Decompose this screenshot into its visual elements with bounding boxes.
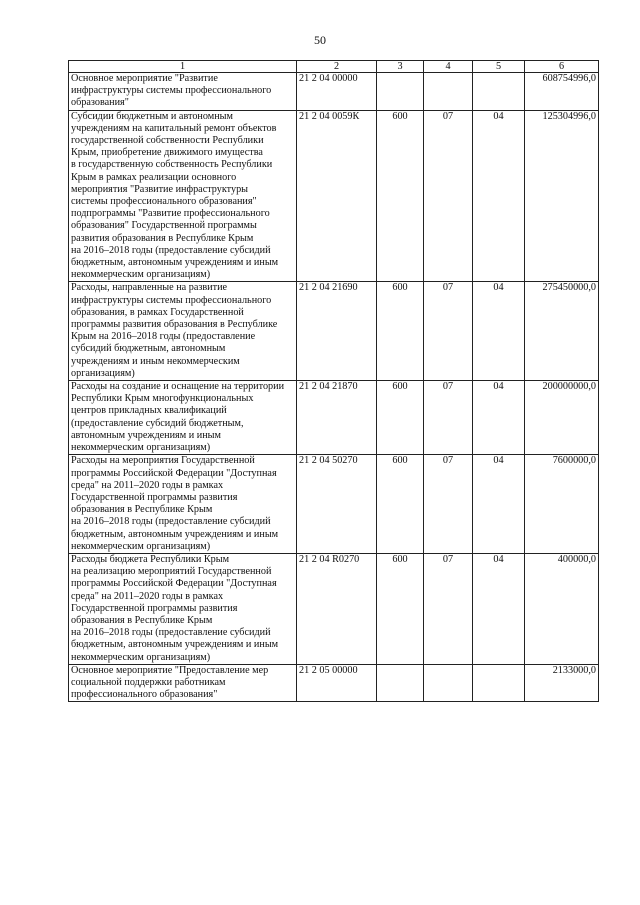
- row-col5-cell: 04: [473, 381, 525, 455]
- row-name-line: организациям): [71, 367, 135, 379]
- row-name-line: программы Российской Федерации "Доступная: [71, 467, 277, 479]
- row-name-line: Расходы бюджета Республики Крым: [71, 553, 230, 565]
- column-header-1: 1: [69, 61, 297, 73]
- table-body: [69, 73, 599, 702]
- row-name-line: Государственной программы развития: [71, 602, 238, 614]
- row-name-line: на 2016–2018 годы (предоставление субсидий: [71, 244, 271, 256]
- row-name-line: бюджетным, автономным учреждениям и иным: [71, 528, 279, 540]
- column-header-5: 5: [473, 61, 525, 73]
- row-name-line: развития образования в Республике Крым: [71, 232, 254, 244]
- row-name-line: образования в Республике Крым: [71, 614, 213, 626]
- row-name-line: системы профессионального образования": [71, 196, 257, 208]
- row-col3-cell: 600: [377, 381, 424, 455]
- column-header-6: 6: [525, 61, 599, 73]
- row-name-line: бюджетным, автономным учреждениям и иным: [71, 639, 279, 651]
- row-code-cell: 21 2 05 00000: [297, 664, 377, 702]
- row-name-cell: [69, 282, 297, 381]
- row-col5-cell: 04: [473, 455, 525, 554]
- row-col5-cell: 04: [473, 110, 525, 282]
- column-header-2: 2: [297, 61, 377, 73]
- table-row: [69, 110, 599, 282]
- row-name-line: инфраструктуры системы профессионального: [71, 294, 272, 306]
- row-col3-cell: 600: [377, 110, 424, 282]
- row-name-line: Субсидии бюджетным и автономным: [71, 110, 233, 122]
- row-name-line: профессионального образования": [71, 689, 218, 701]
- row-sum-cell: 608754996,0: [525, 73, 599, 111]
- row-name-cell: [69, 73, 297, 111]
- row-col5-cell: 04: [473, 282, 525, 381]
- row-code-cell: 21 2 04 21870: [297, 381, 377, 455]
- row-name-line: Основное мероприятие "Развитие: [71, 73, 218, 84]
- row-code-cell: 21 2 04 21690: [297, 282, 377, 381]
- row-code-cell: 21 2 04 00000: [297, 73, 377, 111]
- row-sum-cell: 125304996,0: [525, 110, 599, 282]
- row-name-line: государственной собственности Республики: [71, 135, 264, 147]
- column-header-3: 3: [377, 61, 424, 73]
- row-col5-cell: [473, 664, 525, 702]
- table-row: [69, 282, 599, 381]
- row-name-line: подпрограммы "Развитие профессионального: [71, 208, 270, 220]
- row-name-line: социальной поддержки работникам: [71, 676, 226, 688]
- row-col3-cell: [377, 664, 424, 702]
- row-col4-cell: 07: [424, 381, 473, 455]
- row-code-cell: 21 2 04 R0270: [297, 553, 377, 664]
- row-col3-cell: 600: [377, 455, 424, 554]
- row-col5-cell: [473, 73, 525, 111]
- row-name-line: в государственную собственность Республики: [71, 159, 273, 171]
- row-col4-cell: 07: [424, 282, 473, 381]
- row-col3-cell: 600: [377, 553, 424, 664]
- table-row: [69, 73, 599, 111]
- row-name-line: программы Российской Федерации "Доступная: [71, 578, 277, 590]
- row-name-line: среда" на 2011–2020 годы в рамках: [71, 590, 224, 602]
- row-name-line: инфраструктуры системы профессионального: [71, 85, 272, 97]
- table-row: [69, 553, 599, 664]
- row-col3-cell: 600: [377, 282, 424, 381]
- row-name-line: учреждениям и иным некоммерческим: [71, 355, 240, 367]
- row-code-cell: 21 2 04 0059К: [297, 110, 377, 282]
- row-col5-cell: 04: [473, 553, 525, 664]
- table-row: [69, 664, 599, 702]
- row-name-line: автономным учреждениям и иным: [71, 429, 221, 441]
- row-name-line: некоммерческим организациям): [71, 442, 211, 454]
- row-sum-cell: 400000,0: [525, 553, 599, 664]
- row-name-line: образования" Государственной программы: [71, 220, 257, 232]
- row-name-line: мероприятия "Развитие инфраструктуры: [71, 183, 249, 195]
- row-name-line: Расходы, направленные на развитие: [71, 282, 228, 294]
- row-col4-cell: 07: [424, 110, 473, 282]
- row-name-cell: [69, 664, 297, 702]
- row-name-line: некоммерческим организациям): [71, 651, 211, 663]
- row-col4-cell: [424, 73, 473, 111]
- row-col4-cell: [424, 664, 473, 702]
- row-name-line: субсидий бюджетным, автономным: [71, 343, 226, 355]
- row-name-line: программы развития образования в Республике: [71, 319, 278, 331]
- table-row: [69, 455, 599, 554]
- row-name-line: центров прикладных квалификаций: [71, 405, 227, 417]
- row-name-line: учреждениям на капитальный ремонт объектов: [71, 122, 277, 134]
- row-name-line: Крым на 2016–2018 годы (предоставление: [71, 331, 256, 343]
- row-name-cell: [69, 381, 297, 455]
- row-name-cell: [69, 110, 297, 282]
- row-name-line: на 2016–2018 годы (предоставление субсидий: [71, 627, 271, 639]
- row-name-line: бюджетным, автономным учреждениям и иным: [71, 257, 279, 269]
- row-name-line: образования": [71, 97, 129, 109]
- row-sum-cell: 275450000,0: [525, 282, 599, 381]
- row-name-line: (предоставление субсидий бюджетным,: [71, 417, 244, 429]
- column-header-4: 4: [424, 61, 473, 73]
- row-sum-cell: 200000000,0: [525, 381, 599, 455]
- row-name-line: на реализацию мероприятий Государственной: [71, 566, 272, 578]
- table-row: [69, 381, 599, 455]
- row-name-line: Государственной программы развития: [71, 491, 238, 503]
- page-number: 50: [314, 33, 326, 47]
- row-col4-cell: 07: [424, 553, 473, 664]
- budget-table: [68, 60, 599, 702]
- row-name-line: некоммерческим организациям): [71, 540, 211, 552]
- row-name-line: Крым, приобретение движимого имущества: [71, 147, 263, 159]
- row-name-line: образования, в рамках Государственной: [71, 306, 244, 318]
- row-name-line: Расходы на мероприятия Государственной: [71, 455, 255, 467]
- row-sum-cell: 2133000,0: [525, 664, 599, 702]
- row-name-line: среда" на 2011–2020 годы в рамках: [71, 479, 224, 491]
- row-name-line: Расходы на создание и оснащение на территории: [71, 381, 285, 393]
- row-name-line: Основное мероприятие "Предоставление мер: [71, 664, 269, 676]
- row-sum-cell: 7600000,0: [525, 455, 599, 554]
- row-name-cell: [69, 455, 297, 554]
- table-header-row: [69, 61, 599, 73]
- row-col4-cell: 07: [424, 455, 473, 554]
- row-code-cell: 21 2 04 50270: [297, 455, 377, 554]
- row-name-line: образования в Республике Крым: [71, 504, 213, 516]
- row-name-cell: [69, 553, 297, 664]
- row-name-line: Крым в рамках реализации основного: [71, 171, 237, 183]
- row-name-line: на 2016–2018 годы (предоставление субсидий: [71, 516, 271, 528]
- row-col3-cell: [377, 73, 424, 111]
- row-name-line: Республики Крым многофункциональных: [71, 393, 254, 405]
- row-name-line: некоммерческим организациям): [71, 269, 211, 281]
